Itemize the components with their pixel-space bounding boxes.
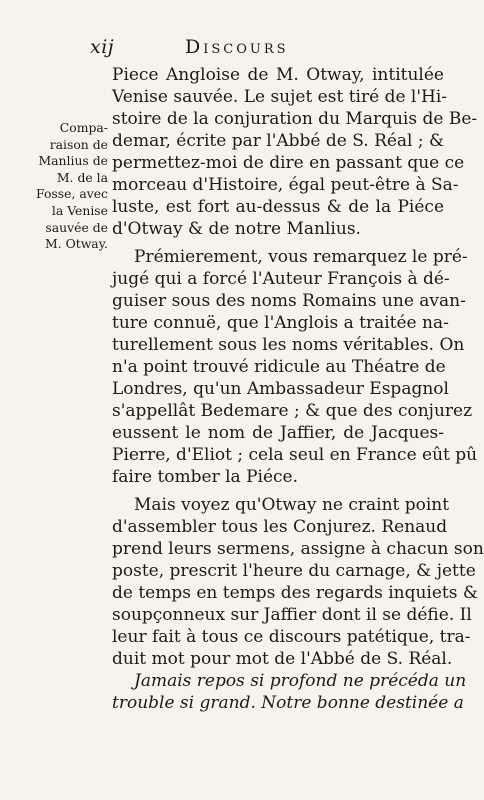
- text-line: d'Otway & de notre Manlius.: [112, 219, 361, 239]
- text-line: Pierre, d'Eliot ; cela seul en France eût pû: [112, 445, 478, 465]
- text-line: Piece Angloise de M. Otway, intitulée: [112, 65, 444, 85]
- paragraph-1: [112, 64, 478, 240]
- text-line: luste, est fort au-dessus & de la Piéce: [112, 197, 444, 217]
- text-line: d'assembler tous les Conjurez. Renaud: [112, 517, 448, 537]
- margin-note-line: M. de la: [56, 169, 108, 185]
- quotation: [112, 670, 467, 714]
- text-line: eussent le nom de Jaffier, de Jacques-: [112, 423, 444, 443]
- text-line: demar, écrite par l'Abbé de S. Réal ; &: [112, 131, 445, 151]
- quote-line: trouble si grand. Notre bonne destinée a: [112, 693, 464, 713]
- text-line: Londres, qu'un Ambassadeur Espagnol: [112, 379, 449, 399]
- text-line: duit mot pour mot de l'Abbé de S. Réal.: [112, 649, 453, 669]
- text-line: leur fait à tous ce discours patétique, tra-: [112, 627, 471, 647]
- text-line: turellement sous les noms véritables. On: [112, 335, 465, 355]
- text-line: poste, prescrit l'heure du carnage, & jette: [112, 561, 476, 581]
- text-line: s'appellât Bedemare ; & que des conjurez: [112, 401, 473, 421]
- margin-note-line: M. Otway.: [45, 236, 108, 252]
- body-text: [112, 64, 484, 714]
- margin-note-line: Compa-: [59, 120, 108, 135]
- text-line: prend leurs sermens, assigne à chacun son: [112, 539, 484, 559]
- running-title: Discours: [185, 36, 289, 58]
- margin-note-line: sauvée de: [45, 219, 108, 235]
- text-line: faire tomber la Piéce.: [112, 467, 299, 487]
- text-line: Prémierement, vous remarquez le pré-: [134, 247, 468, 267]
- quote-line: Jamais repos si profond ne précéda un: [134, 671, 467, 691]
- text-line: ture connuë, que l'Anglois a traitée na-: [112, 313, 449, 333]
- text-line: soupçonneux sur Jaffier dont il se défie. Il: [112, 605, 472, 625]
- text-line: Venise sauvée. Le sujet est tiré de l'Hi-: [112, 87, 448, 107]
- text-line: n'a point trouvé ridicule au Théatre de: [112, 357, 446, 377]
- margin-note: [28, 120, 108, 253]
- text-line: guiser sous des noms Romains une avan-: [112, 291, 466, 311]
- paragraph-2: [112, 246, 478, 488]
- text-line: Mais voyez qu'Otway ne craint point: [134, 495, 450, 515]
- margin-note-line: Manlius de: [38, 153, 108, 169]
- text-line: permettez-moi de dire en passant que ce: [112, 153, 465, 173]
- paragraph-3: [112, 494, 484, 670]
- text-line: jugé qui a forcé l'Auteur François à dé-: [112, 269, 450, 289]
- margin-note-line: la Venise: [51, 202, 108, 218]
- text-line: morceau d'Histoire, égal peut-être à Sa-: [112, 175, 459, 195]
- page-number: xij: [90, 36, 115, 58]
- running-header: [90, 34, 350, 62]
- margin-note-line: raison de: [49, 136, 108, 152]
- margin-note-line: Fosse, avec: [36, 186, 108, 202]
- text-line: de temps en temps des regards inquiets &: [112, 583, 479, 603]
- text-line: stoire de la conjuration du Marquis de Be-: [112, 109, 478, 129]
